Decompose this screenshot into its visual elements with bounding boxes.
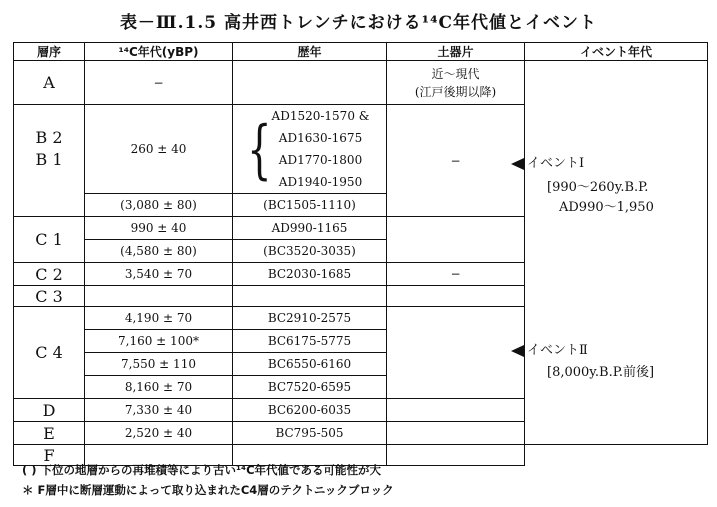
calendar-age-cell: BC2910-2575 <box>233 307 387 330</box>
pottery-cell <box>387 217 525 263</box>
table-row <box>14 61 708 105</box>
c14-age-cell: 4,190 ± 70 <box>85 307 233 330</box>
layer-cell <box>14 105 85 217</box>
calendar-range: AD1940-1950 <box>278 175 363 189</box>
pottery-cell <box>387 307 525 399</box>
calendar-age-cell: (BC3520-3035) <box>233 240 387 263</box>
calendar-age-cell: BC795-505 <box>233 422 387 445</box>
pottery-cell <box>387 445 525 466</box>
calendar-age-cell <box>233 61 387 105</box>
layer-b2: B 2 <box>35 128 63 147</box>
layer-cell: A <box>14 61 85 105</box>
c14-age-cell: (4,580 ± 80) <box>85 240 233 263</box>
c14-age-cell <box>85 286 233 307</box>
event2-marker <box>511 339 588 358</box>
calendar-range: AD1770-1800 <box>278 153 363 167</box>
header-c14-age: ¹⁴C年代(yBP) <box>85 43 233 61</box>
pottery-period-note: (江戸後期以降) <box>414 84 497 99</box>
pottery-cell: − <box>387 105 525 217</box>
c14-age-cell: 990 ± 40 <box>85 217 233 240</box>
c14-age-cell: 3,540 ± 70 <box>85 263 233 286</box>
layer-b1: B 1 <box>35 150 63 169</box>
footnotes <box>22 460 394 500</box>
pottery-cell <box>387 399 525 422</box>
layer-cell: F <box>14 445 85 466</box>
event1-label: イベントⅠ <box>527 156 585 171</box>
calendar-age-cell: (BC1505-1110) <box>233 194 387 217</box>
header-layer: 層序 <box>14 43 85 61</box>
pottery-cell: − <box>387 263 525 286</box>
layer-cell: C 1 <box>14 217 85 263</box>
c14-age-cell: 7,330 ± 40 <box>85 399 233 422</box>
calendar-range: AD1520-1570 & <box>271 109 370 123</box>
calendar-age-cell: BC6550-6160 <box>233 353 387 376</box>
header-event-age: イベント年代 <box>525 43 708 61</box>
pottery-cell <box>387 422 525 445</box>
footnote-parentheses: ( ) 下位の地層からの再堆積等により古い¹⁴C年代値である可能性が大 <box>22 463 382 477</box>
arrow-left-icon <box>511 345 524 357</box>
event-age-cell <box>525 61 708 445</box>
layer-cell: C 2 <box>14 263 85 286</box>
c14-age-cell: − <box>85 61 233 105</box>
layer-cell: D <box>14 399 85 422</box>
header-row <box>14 43 708 61</box>
c14-age-cell: 7,550 ± 110 <box>85 353 233 376</box>
footnote-asterisk: ＊ F層中に断層運動によって取り込まれたC4層のテクトニックブロック <box>22 483 394 497</box>
pottery-cell <box>387 61 525 105</box>
header-pottery: 土器片 <box>387 43 525 61</box>
calendar-age-cell: BC6175-5775 <box>233 330 387 353</box>
pottery-period: 近～現代 <box>431 66 480 81</box>
brace-icon: { <box>247 113 272 187</box>
c14-age-cell: (3,080 ± 80) <box>85 194 233 217</box>
arrow-left-icon <box>511 158 524 170</box>
page-title: 表－Ⅲ.1.5 高井西トレンチにおける¹⁴C年代値とイベント <box>119 13 598 33</box>
event1-range: [990～260y.B.P. <box>547 180 649 195</box>
calendar-age-cell: AD990-1165 <box>233 217 387 240</box>
calendar-age-cell: BC7520-6595 <box>233 376 387 399</box>
event1-ad-range: AD990～1,950 <box>559 200 654 215</box>
layer-cell: C 3 <box>14 286 85 307</box>
radiocarbon-table <box>13 42 708 466</box>
calendar-range: AD1630-1675 <box>278 131 363 145</box>
c14-age-cell: 2,520 ± 40 <box>85 422 233 445</box>
event1-marker <box>511 152 584 171</box>
calendar-age-cell <box>233 105 387 194</box>
event2-range: [8,000y.B.P.前後] <box>547 365 655 380</box>
c14-age-cell: 260 ± 40 <box>85 105 233 194</box>
layer-cell: E <box>14 422 85 445</box>
calendar-age-cell: BC2030-1685 <box>233 263 387 286</box>
event2-label: イベントⅡ <box>527 343 588 358</box>
layer-cell: C 4 <box>14 307 85 399</box>
c14-age-cell: 7,160 ± 100* <box>85 330 233 353</box>
calendar-age-cell: BC6200-6035 <box>233 399 387 422</box>
calendar-age-cell <box>233 286 387 307</box>
header-calendar-age: 歴年 <box>233 43 387 61</box>
pottery-cell <box>387 286 525 307</box>
c14-age-cell: 8,160 ± 70 <box>85 376 233 399</box>
